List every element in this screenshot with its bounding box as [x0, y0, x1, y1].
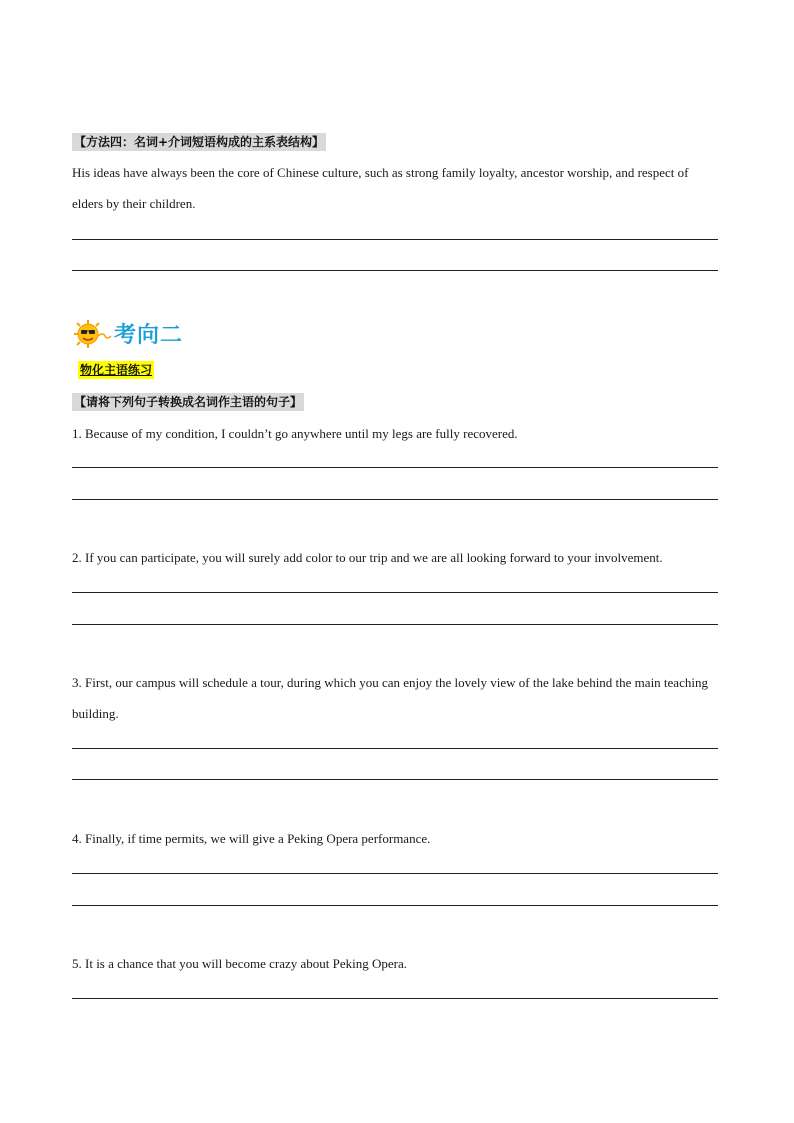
section-title: 考向二 — [114, 323, 184, 348]
answer-line[interactable] — [72, 499, 718, 500]
exercise-4: 4. Finally, if time permits, we will give a Peking Opera performance. — [72, 831, 431, 846]
method4-sentence: His ideas have always been the core of Chinese culture, such as strong family loyalty, ancestor worship, and respect of elders by their children. — [72, 165, 689, 211]
answer-line[interactable] — [72, 905, 718, 906]
answer-line[interactable] — [72, 270, 718, 271]
exercise-2: 2. If you can participate, you will surely add color to our trip and we are all looking forward to your involvement. — [72, 550, 663, 565]
method4-heading: 【方法四：名词+介词短语构成的主系表结构】 — [74, 135, 325, 149]
answer-line[interactable] — [72, 239, 718, 240]
answer-line[interactable] — [72, 873, 718, 874]
exercise-3: 3. First, our campus will schedule a tour, during which you can enjoy the lovely view of the lake behind the main teaching building. — [72, 675, 708, 721]
instruction-heading: 【请将下列句子转换成名词作主语的句子】 — [74, 395, 303, 409]
answer-line[interactable] — [72, 592, 718, 593]
answer-line[interactable] — [72, 779, 718, 780]
answer-line[interactable] — [72, 748, 718, 749]
answer-line[interactable] — [72, 624, 718, 625]
exercise-1: 1. Because of my condition, I couldn’t go anywhere until my legs are fully recovered. — [72, 426, 518, 441]
exercise-5: 5. It is a chance that you will become crazy about Peking Opera. — [72, 956, 407, 971]
answer-line[interactable] — [72, 998, 718, 999]
sun-with-sunglasses-icon — [72, 318, 112, 350]
answer-line[interactable] — [72, 467, 718, 468]
section-subtitle: 物化主语练习 — [80, 363, 153, 377]
